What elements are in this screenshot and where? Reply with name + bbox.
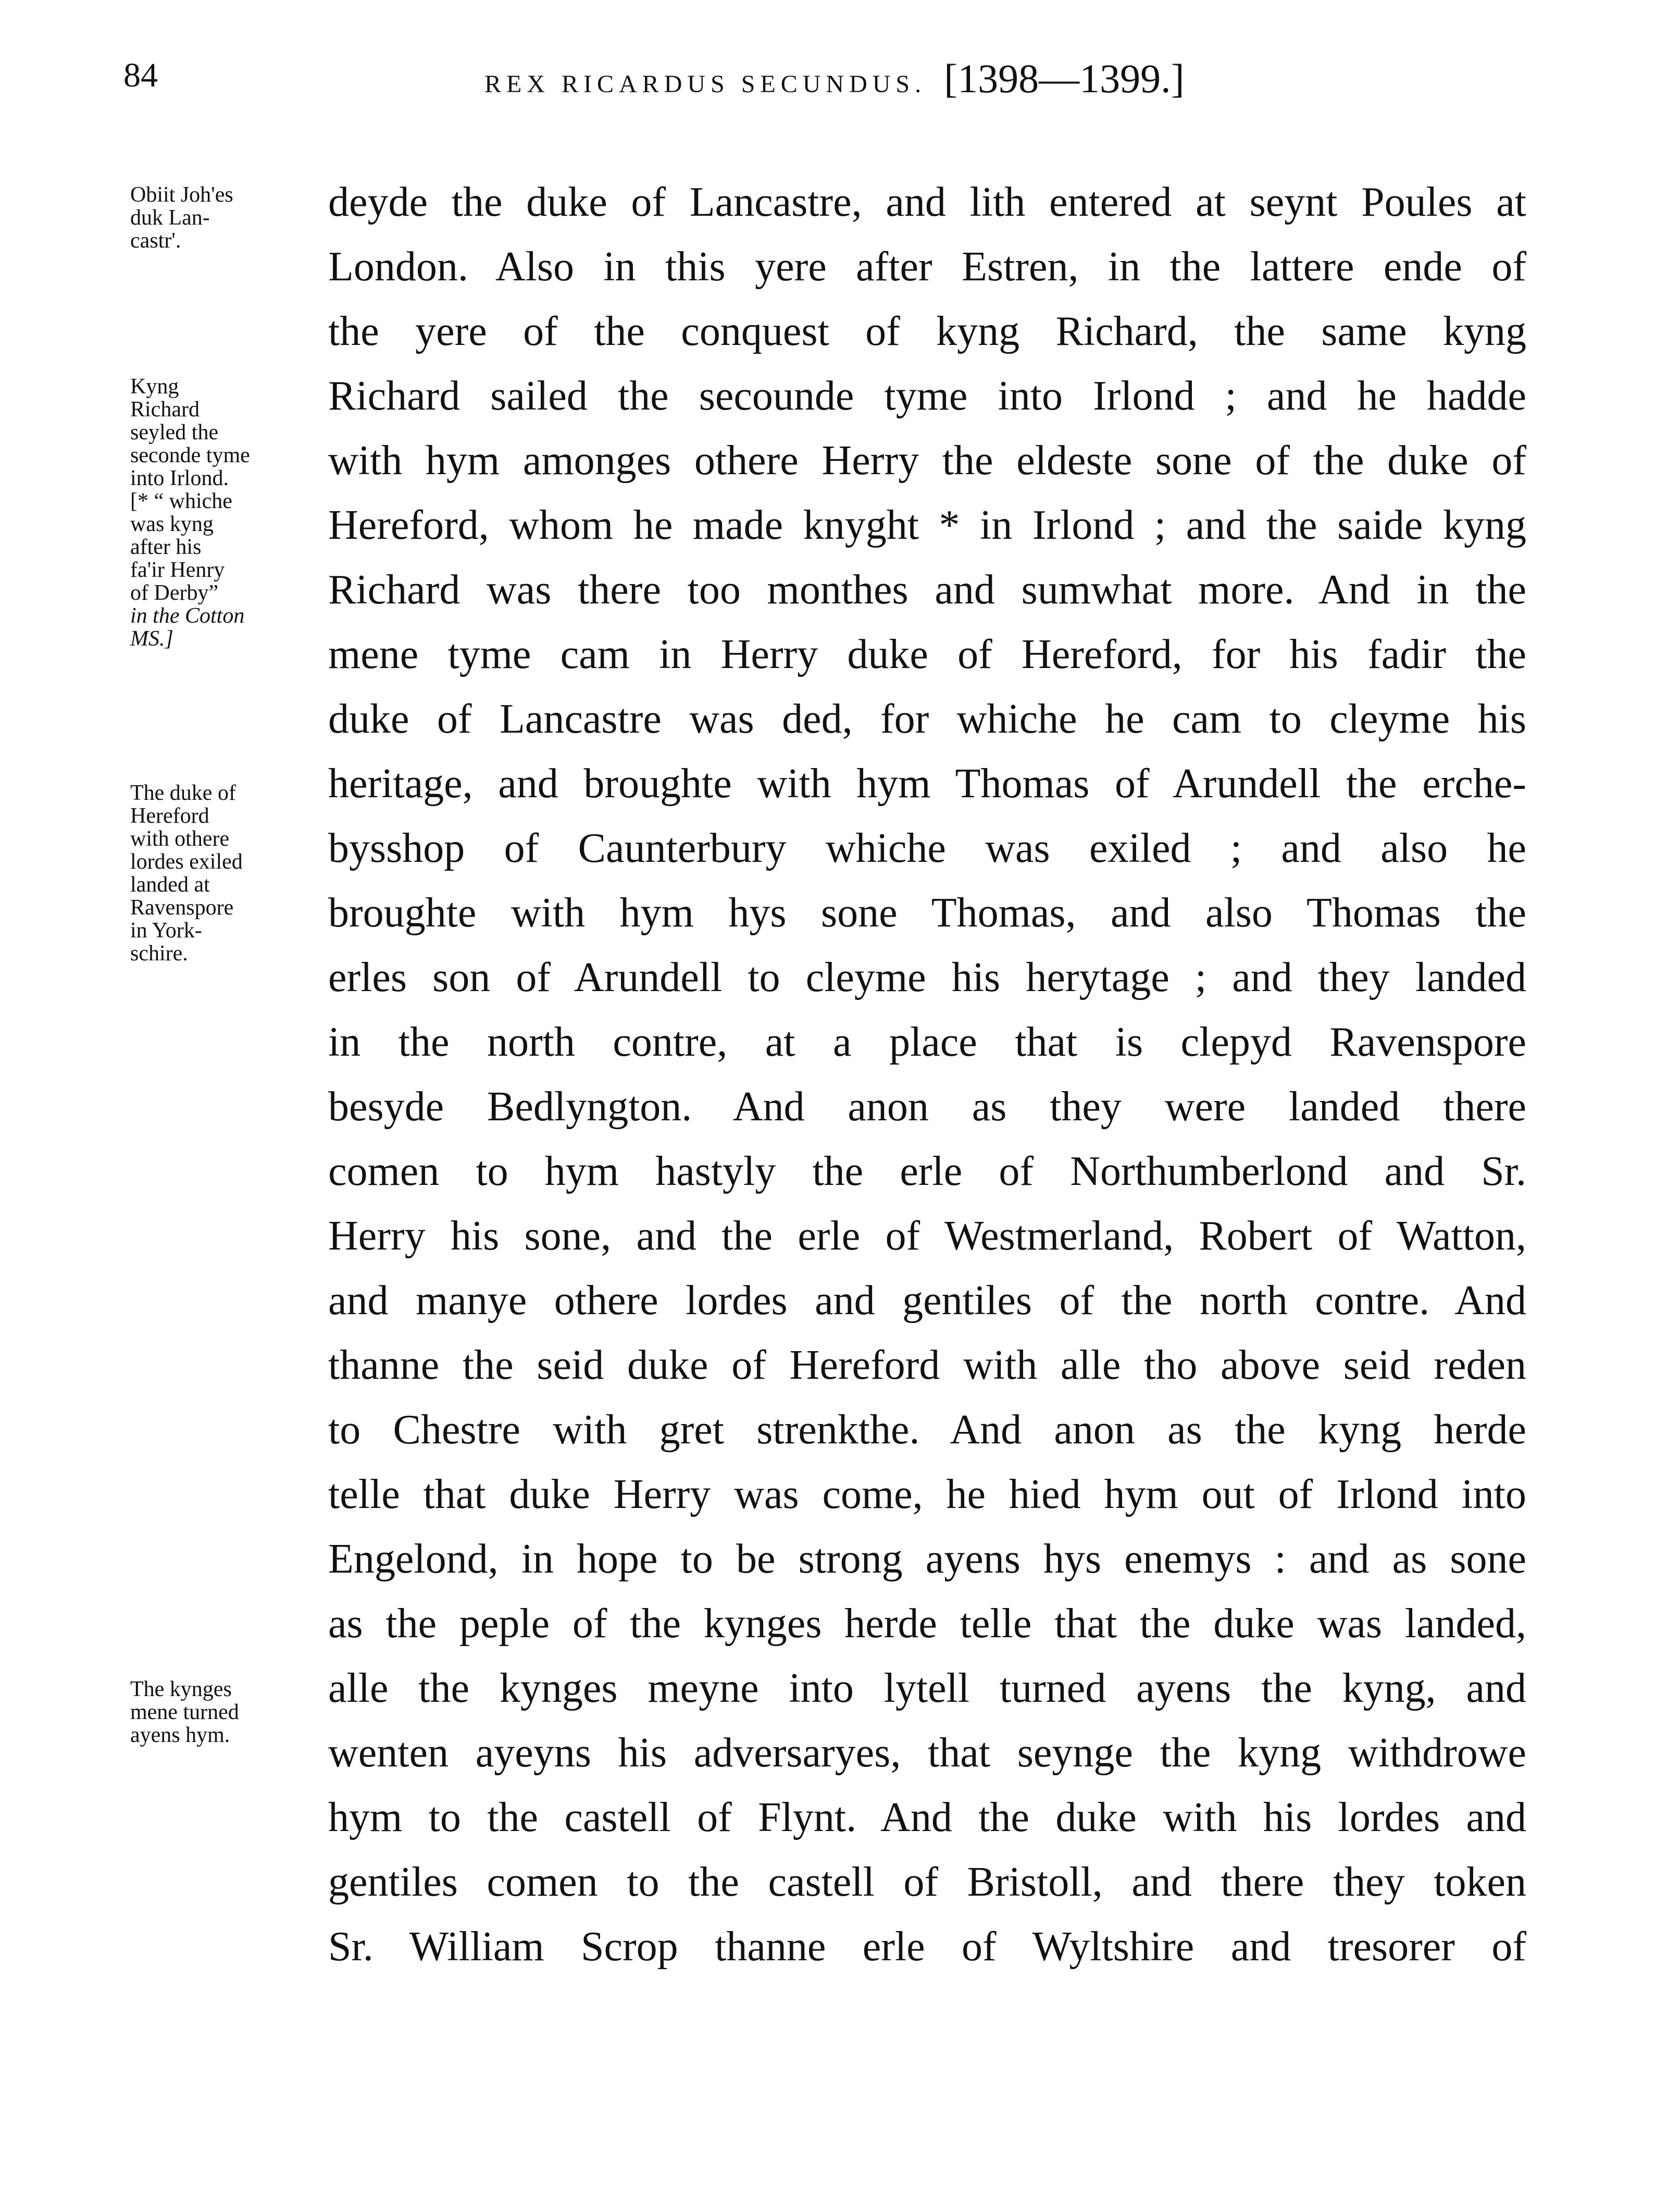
body-line: besyde Bedlyngton. And anon as they were landed there: [328, 1084, 1526, 1130]
note-line: in the Cotton: [130, 604, 245, 628]
note-line: Richard: [130, 398, 200, 422]
note-line: schire.: [130, 942, 188, 966]
note-line: into Irlond.: [130, 466, 229, 490]
margin-note-obiit: [130, 183, 233, 252]
note-line: was kyng: [130, 512, 214, 536]
note-line: ayens hym.: [130, 1723, 230, 1747]
body-line: as the peple of the kynges herde telle that the duke was landed,: [328, 1601, 1526, 1647]
body-line: to Chestre with gret strenkthe. And anon as the kyng herde: [328, 1407, 1526, 1453]
body-line: deyde the duke of Lancastre, and lith entered at seynt Poules at: [328, 179, 1526, 225]
note-line: The kynges: [130, 1677, 232, 1701]
body-line: mene tyme cam in Herry duke of Hereford, for his fadir the: [328, 632, 1526, 677]
note-line: mene turned: [130, 1700, 239, 1724]
body-line: alle the kynges meyne into lytell turned ayens the kyng, and: [328, 1665, 1526, 1711]
body-line: gentiles comen to the castell of Bristoll, and there they token: [328, 1859, 1526, 1905]
margin-note-kynges-mene: [130, 1678, 239, 1747]
note-line: MS.]: [130, 627, 173, 651]
margin-note-duke-hereford: [130, 782, 243, 965]
body-line: wenten ayeyns his adversaryes, that seynge the kyng withdrowe: [328, 1730, 1526, 1776]
body-line: and manye othere lordes and gentiles of the north contre. And: [328, 1278, 1526, 1324]
body-line: with hym amonges othere Herry the eldeste sone of the duke of: [328, 438, 1526, 484]
note-line: with othere: [130, 827, 230, 851]
body-line: comen to hym hastyly the erle of Northumberlond and Sr.: [328, 1148, 1526, 1194]
body-line: bysshop of Caunterbury whiche was exiled ; and also he: [328, 825, 1526, 871]
note-line: landed at: [130, 873, 210, 897]
running-title: [484, 58, 1185, 99]
note-line: seconde tyme: [130, 443, 250, 467]
note-line: in York-: [130, 919, 202, 943]
note-line: castr'.: [130, 229, 181, 253]
note-line: Ravenspore: [130, 896, 234, 920]
margin-note-cotton: [130, 490, 244, 650]
body-line: broughte with hym hys sone Thomas, and also Thomas the: [328, 890, 1526, 936]
body-line: duke of Lancastre was ded, for whiche he cam to cleyme his: [328, 696, 1526, 742]
note-line: [* “ whiche: [130, 489, 232, 513]
note-line: lordes exiled: [130, 850, 243, 874]
note-line: duk Lan-: [130, 206, 210, 230]
note-line: fa'ir Henry: [130, 558, 225, 582]
body-line: Herry his sone, and the erle of Westmerland, Robert of Watton,: [328, 1213, 1526, 1259]
body-line: Richard sailed the secounde tyme into Irlond ; and he hadde: [328, 373, 1526, 419]
body-line: Sr. William Scrop thanne erle of Wyltshire and tresorer of: [328, 1924, 1526, 1970]
note-line: Obiit Joh'es: [130, 183, 233, 207]
body-line: Richard was there too monthes and sumwhat more. And in the: [328, 567, 1526, 613]
note-line: The duke of: [130, 781, 236, 805]
page-number: 84: [123, 56, 158, 94]
note-line: seyled the: [130, 421, 219, 444]
note-line: of Derby”: [130, 581, 219, 605]
body-line: in the north contre, at a place that is clepyd Ravenspore: [328, 1019, 1526, 1065]
body-line: the yere of the conquest of kyng Richard, the same kyng: [328, 308, 1526, 354]
note-line: Kyng: [130, 375, 179, 399]
margin-note-kyng-richard: [130, 375, 250, 490]
body-line: heritage, and broughte with hym Thomas of Arundell the erche-: [328, 761, 1526, 807]
body-line: Hereford, whom he made knyght * in Irlond ; and the saide kyng: [328, 502, 1526, 548]
body-line: London. Also in this yere after Estren, in the lattere ende of: [328, 244, 1526, 290]
body-line: telle that duke Herry was come, he hied hym out of Irlond into: [328, 1472, 1526, 1517]
body-line: thanne the seid duke of Hereford with alle tho above seid reden: [328, 1342, 1526, 1388]
note-line: Hereford: [130, 804, 209, 828]
note-line: after his: [130, 535, 202, 559]
body-line: Engelond, in hope to be strong ayens hys enemys : and as sone: [328, 1536, 1526, 1582]
body-line: erles son of Arundell to cleyme his herytage ; and they landed: [328, 955, 1526, 1000]
date-range: [1398—1399.]: [944, 56, 1185, 101]
body-line: hym to the castell of Flynt. And the duke with his lordes and: [328, 1795, 1526, 1840]
book-title: REX RICARDUS SECUNDUS.: [484, 70, 927, 98]
